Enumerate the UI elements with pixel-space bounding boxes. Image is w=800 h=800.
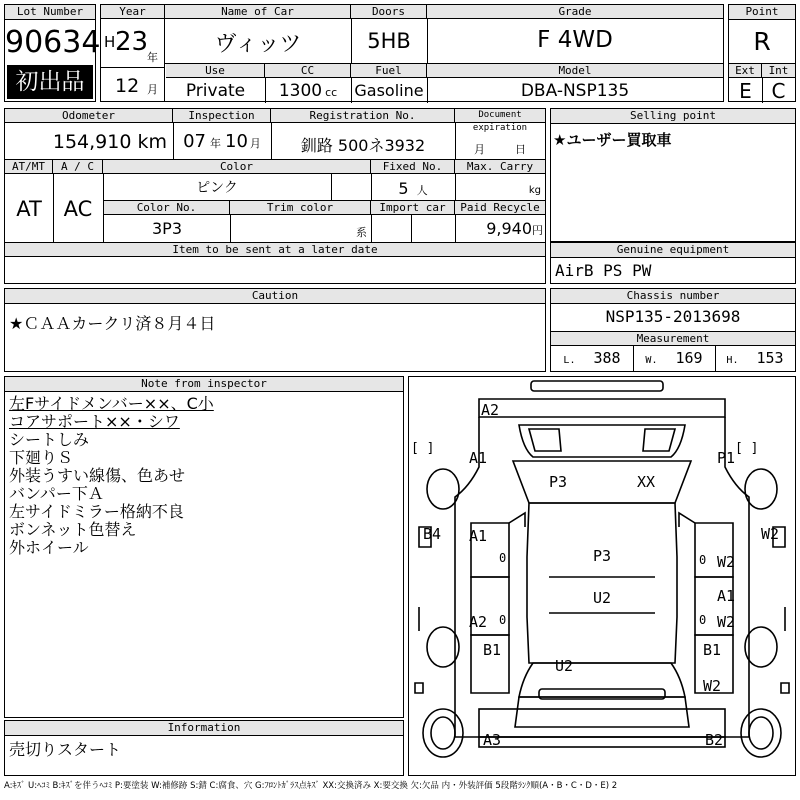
later-date-label: Item to be sent at a later date — [5, 243, 545, 257]
damage-b1-right-rear: B1 — [703, 641, 722, 659]
genuine-equipment-box — [550, 242, 796, 284]
ac-label: A / C — [53, 160, 103, 174]
measure-w-label: W. — [645, 355, 658, 366]
registration-grid — [4, 108, 546, 284]
doors-label: Doors — [351, 5, 427, 19]
measure-h-label: H. — [726, 355, 739, 366]
car-name-value: ヴィッツ — [214, 32, 302, 57]
damage-zero-right-door2: 0 — [699, 613, 707, 627]
color-no-label: Color No. — [104, 201, 230, 215]
era-label: H — [104, 33, 116, 51]
registration-value: 釧路 500ネ3932 — [300, 136, 426, 155]
paid-recycle-value — [455, 219, 543, 238]
paid-recycle-number: 9,940 — [486, 219, 532, 238]
inspection-year-unit: 年 — [210, 137, 221, 150]
damage-b2-rear: B2 — [705, 731, 724, 749]
inspector-notes-box — [4, 376, 404, 718]
damage-b1-left-rear: B1 — [483, 641, 502, 659]
measure-l — [551, 349, 633, 367]
atmt-label: AT/MT — [5, 160, 53, 174]
bracket-left: [ ] — [411, 441, 435, 456]
damage-p3-roof: P3 — [593, 547, 612, 565]
damage-w2-right-rear: W2 — [703, 677, 722, 695]
point-value: R — [753, 27, 771, 56]
ac-value: AC — [63, 197, 93, 221]
color-no-value: 3P3 — [151, 219, 182, 238]
chassis-box — [550, 288, 796, 372]
measurement-label: Measurement — [551, 332, 795, 346]
month-unit: 月 — [147, 83, 158, 96]
measure-w-value: 169 — [675, 349, 703, 367]
color-label: Color — [103, 160, 371, 174]
damage-zero-right-door1: 0 — [699, 553, 707, 567]
odometer-unit: km — [137, 131, 167, 153]
lot-number-box — [4, 4, 101, 102]
paid-recycle-unit: 円 — [532, 224, 543, 237]
chassis-label: Chassis number — [551, 289, 795, 304]
inspection-value — [173, 131, 271, 152]
fixed-no-value — [371, 179, 455, 198]
inspection-month-unit: 月 — [249, 137, 261, 150]
trim-unit: 系 — [356, 226, 367, 239]
odometer-label: Odometer — [5, 109, 173, 123]
measure-l-label: L. — [563, 355, 576, 366]
damage-a1-left-door: A1 — [469, 527, 488, 545]
information-label: Information — [5, 721, 403, 736]
inspection-year: 07 — [183, 131, 206, 152]
year-unit: 年 — [147, 51, 158, 64]
doors-value: 5HB — [367, 29, 411, 53]
damage-a1-right-door2: A1 — [717, 587, 736, 605]
spec-grid — [100, 4, 724, 102]
selling-point-box — [550, 108, 796, 242]
chassis-value: NSP135-2013698 — [605, 307, 741, 326]
doc-day-unit: 日 — [515, 143, 526, 156]
information-value: 売切りスタート — [9, 740, 122, 759]
int-value: C — [771, 79, 786, 103]
damage-u2-roof: U2 — [593, 589, 612, 607]
car-name-label: Name of Car — [165, 5, 351, 19]
document-expiration-label: Document expiration — [455, 109, 545, 123]
point-box — [728, 4, 796, 102]
selling-point-label: Selling point — [551, 109, 795, 124]
model-label: Model — [427, 64, 723, 78]
damage-u2-trunk: U2 — [555, 657, 574, 675]
bracket-right: [ ] — [735, 441, 759, 456]
cc-value — [265, 81, 351, 101]
grade-label: Grade — [427, 5, 723, 19]
measure-l-value: 388 — [593, 349, 621, 367]
genuine-equipment-value: AirB PS PW — [555, 261, 652, 280]
trim-color-label: Trim color — [230, 201, 371, 215]
max-carry-unit: kg — [528, 185, 541, 196]
lot-number-value: 90634 — [5, 25, 101, 60]
measure-h-value: 153 — [756, 349, 784, 367]
damage-a2-left-rear: A2 — [469, 613, 488, 631]
note-line: 外装うすい線傷、色あせ — [9, 466, 186, 485]
damage-w2-right: W2 — [761, 525, 780, 543]
caution-label: Caution — [5, 289, 545, 304]
model-value: DBA-NSP135 — [520, 81, 630, 101]
fixed-no-unit: 人 — [416, 184, 428, 197]
note-line: シートしみ — [9, 430, 90, 449]
note-line: バンパー下Ａ — [9, 484, 104, 503]
color-value: ピンク — [196, 180, 238, 196]
damage-zero-left-door2: 0 — [499, 613, 507, 627]
ext-value: E — [739, 79, 752, 103]
inspection-month: 10 — [225, 131, 248, 152]
lot-number-label: Lot Number — [5, 5, 95, 20]
odometer-value — [5, 131, 173, 153]
cc-unit: cc — [325, 86, 338, 99]
car-damage-diagram — [408, 376, 796, 776]
inspector-notes-label: Note from inspector — [5, 377, 403, 392]
note-line: 左Fサイドメンバー××、C小 — [9, 394, 214, 413]
information-box — [4, 720, 404, 776]
odometer-number: 154,910 — [52, 131, 132, 153]
grade-value: F 4WD — [537, 27, 613, 53]
point-label: Point — [729, 5, 795, 20]
year-label: Year — [101, 5, 165, 19]
caution-value: ★ＣＡＡカークリ済８月４日 — [9, 314, 216, 333]
paid-recycle-label: Paid Recycle — [455, 201, 545, 215]
atmt-value: AT — [16, 197, 42, 221]
note-line: ボンネット色替え — [9, 520, 137, 539]
damage-zero-left-door: 0 — [499, 551, 507, 565]
year-cell — [101, 19, 165, 101]
caution-box — [4, 288, 546, 372]
damage-a1-left-front: A1 — [469, 449, 488, 467]
damage-w2-right-door2: W2 — [717, 613, 736, 631]
cc-number: 1300 — [278, 81, 323, 101]
first-listing-badge: 初出品 — [7, 65, 93, 99]
car-outline-diagram — [409, 377, 795, 775]
fixed-no-label: Fixed No. — [371, 160, 455, 174]
month-value: 12 — [115, 75, 140, 97]
fuel-label: Fuel — [351, 64, 427, 78]
selling-point-value: ★ユーザー買取車 — [553, 131, 672, 149]
registration-label: Registration No. — [271, 109, 455, 123]
note-line: 下廻りＳ — [9, 448, 74, 467]
int-label: Int — [762, 64, 795, 78]
damage-a3-rear: A3 — [483, 731, 502, 749]
use-label: Use — [166, 64, 265, 78]
genuine-equipment-label: Genuine equipment — [551, 243, 795, 258]
damage-code-legend: A:ｷｽﾞ U:ﾍｺﾐ B:ｷｽﾞを伴うﾍｺﾐ P:要塗装 W:補修跡 S:錆 C:腐食、穴 G:ﾌﾛﾝﾄｶﾞﾗｽ点ｷｽﾞ XX:交換済み X:要交換 欠:欠品 内・外装評価 5段階ﾗﾝｸ順(A・B・C・D・E) 2 — [4, 781, 618, 791]
fuel-value: Gasoline — [354, 81, 424, 100]
inspector-notes-list — [5, 395, 214, 557]
damage-p1-right-front: P1 — [717, 449, 736, 467]
damage-xx-hood: XX — [637, 473, 656, 491]
measure-w — [633, 349, 715, 367]
damage-p3-hood: P3 — [549, 473, 568, 491]
cc-label: CC — [265, 64, 351, 78]
document-expiration-value — [455, 141, 545, 157]
use-value: Private — [185, 81, 246, 101]
note-line: コアサポート××・シワ — [9, 412, 180, 431]
doc-month-unit: 月 — [474, 143, 485, 156]
fixed-no-number: 5 — [398, 179, 409, 198]
damage-b4-left: B4 — [423, 525, 442, 543]
note-line: 外ホイール — [9, 538, 89, 557]
measure-h — [715, 349, 795, 367]
inspection-label: Inspection — [173, 109, 271, 123]
damage-w2-right-door1: W2 — [717, 553, 736, 571]
import-car-label: Import car — [371, 201, 455, 215]
ext-label: Ext — [729, 64, 762, 78]
damage-a2-front: A2 — [481, 401, 500, 419]
year-value: 23 — [115, 27, 149, 57]
max-carry-label: Max. Carry — [455, 160, 545, 174]
note-line: 左サイドミラー格納不良 — [9, 502, 184, 521]
